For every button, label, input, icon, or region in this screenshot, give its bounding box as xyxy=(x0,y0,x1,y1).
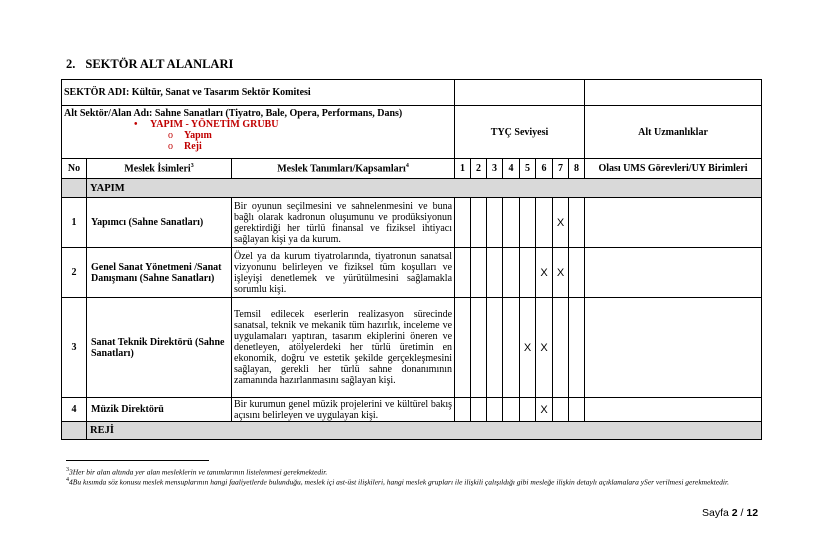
header-level-1: 1 xyxy=(455,159,471,179)
level-cell xyxy=(503,298,520,398)
row-desc: Özel ya da kurum tiyatrolarında, tiyatronun sanatsal vizyonunu belirleyen ve fiziksel tüm koşulları ve işleyişi denetlemek ve yürütülmesini sağlamakla sorumlu kişi. xyxy=(232,248,455,298)
level-cell xyxy=(503,248,520,298)
ums-cell xyxy=(585,298,762,398)
sub-item-yapim xyxy=(168,130,452,141)
section-number: 2. xyxy=(66,57,76,71)
level-cell: X xyxy=(536,248,553,298)
header-level-8: 8 xyxy=(569,159,585,179)
level-cell: X xyxy=(536,398,553,422)
section-row-yapim xyxy=(62,179,762,198)
section-label-reji: REJİ xyxy=(87,422,762,440)
row-no: 4 xyxy=(62,398,87,422)
page-separator: / xyxy=(737,507,747,519)
header-ums xyxy=(585,159,762,179)
sector-row xyxy=(62,80,762,106)
level-cell xyxy=(487,198,503,248)
header-level-6: 6 xyxy=(536,159,553,179)
table-row xyxy=(62,398,762,422)
level-cell xyxy=(455,398,471,422)
row-desc: Bir oyunun seçilmesini ve sahnelenmesini ve buna bağlı olarak kadronun oluşumunu ve prodüksiyonun gerektirdiği her türlü finansal ve fiziksel ihtiyacı sağlayan kişi ya da kurum. xyxy=(232,198,455,248)
level-cell xyxy=(503,398,520,422)
header-ums-label: Olası UMS Görevleri/UY Birimleri xyxy=(598,163,748,174)
level-cell xyxy=(487,398,503,422)
row-no: 2 xyxy=(62,248,87,298)
header-no-label: No xyxy=(67,163,81,174)
section-heading xyxy=(66,57,233,72)
table-row xyxy=(62,198,762,248)
header-level-4: 4 xyxy=(503,159,520,179)
sector-empty-ums xyxy=(585,80,762,106)
level-cell: X xyxy=(520,298,536,398)
level-cell xyxy=(553,398,569,422)
sub-item-list xyxy=(168,130,452,152)
group-list xyxy=(134,119,452,130)
level-cell: X xyxy=(536,298,553,398)
subsector-name: Alt Sektör/Alan Adı: Sahne Sanatları (Tiyatro, Bale, Opera, Performans, Dans) xyxy=(64,108,403,119)
level-cell xyxy=(487,298,503,398)
bullet-icon: • xyxy=(134,119,138,130)
circle-bullet-icon: o xyxy=(168,141,173,152)
level-cell xyxy=(471,298,487,398)
row-no: 3 xyxy=(62,298,87,398)
footnote-text: 3Her bir alan altında yer alan mesleklerin ve tanımlarının listelenmesi gerekmektedir. xyxy=(69,467,328,477)
level-cell xyxy=(520,398,536,422)
header-meslek-label: Meslek İsimleri xyxy=(124,163,191,175)
level-cell xyxy=(471,198,487,248)
level-cell xyxy=(569,198,585,248)
sector-empty-levels xyxy=(455,80,585,106)
level-cell xyxy=(520,248,536,298)
header-level-7: 7 xyxy=(553,159,569,179)
ums-cell xyxy=(585,248,762,298)
level-cell xyxy=(455,198,471,248)
sub-item-label: Reji xyxy=(184,141,202,152)
level-cell xyxy=(503,198,520,248)
sector-name: SEKTÖR ADI: Kültür, Sanat ve Tasarım Sektör Komitesi xyxy=(64,87,311,98)
header-level-3: 3 xyxy=(487,159,503,179)
header-tanim-label: Meslek Tanımları/Kapsamları xyxy=(277,163,406,175)
level-cell xyxy=(471,248,487,298)
footnote-marker: 4 xyxy=(66,477,69,483)
table-row xyxy=(62,298,762,398)
tyc-level-header xyxy=(455,106,585,159)
subsector-row xyxy=(62,106,762,159)
row-name: Genel Sanat Yönetmeni /Sanat Danışmanı (Sahne Sanatları) xyxy=(87,248,232,298)
level-cell xyxy=(455,248,471,298)
sector-table xyxy=(61,79,762,440)
alt-uzmanlik-header xyxy=(585,106,762,159)
footnote-text: 4Bu kısımda söz konusu meslek mensuplarının hangi faaliyetlerde bulunduğu, meslek içi ast-üst ilişkileri, hangi meslek grupları ile ilişkili çalışıldığı gibi mesleğe ilişkin detaylı açıklamalara ySer verilmesi gerekmektedir. xyxy=(69,477,729,487)
row-name: Yapımcı (Sahne Sanatları) xyxy=(87,198,232,248)
section-row-reji xyxy=(62,422,762,440)
level-cell xyxy=(569,298,585,398)
ums-cell xyxy=(585,398,762,422)
page-current: 2 xyxy=(731,507,738,519)
page-number xyxy=(702,507,758,519)
group-label: YAPIM - YÖNETİM GRUBU xyxy=(150,119,279,130)
footnote-3 xyxy=(66,466,756,477)
level-cell: X xyxy=(553,198,569,248)
sub-item-reji xyxy=(168,141,452,152)
subsector-cell xyxy=(62,106,455,159)
row-desc: Bir kurumun genel müzik projelerini ve kültürel bakış açısını belirleyen ve uygulayan kişi. xyxy=(232,398,455,422)
level-cell xyxy=(553,298,569,398)
level-cell xyxy=(471,398,487,422)
section-label-yapim: YAPIM xyxy=(87,179,762,198)
level-cell xyxy=(455,298,471,398)
header-no xyxy=(62,159,87,179)
footnote-ref: 4 xyxy=(405,162,409,169)
tyc-label: TYÇ Seviyesi xyxy=(490,126,549,138)
page-total: 12 xyxy=(746,507,759,519)
section-title: SEKTÖR ALT ALANLARI xyxy=(85,57,234,71)
level-cell xyxy=(569,398,585,422)
header-tanim xyxy=(232,159,455,179)
group-item xyxy=(134,119,452,130)
level-cell: X xyxy=(553,248,569,298)
sub-item-label: Yapım xyxy=(184,130,212,141)
section-spacer xyxy=(62,179,87,198)
sector-name-cell xyxy=(62,80,455,106)
row-desc: Temsil edilecek eserlerin realizasyon sürecinde sanatsal, teknik ve mekanik tüm hazırlık, inceleme ve uygulamaları yaptıran, tasarım ekiplerini öneren ve denetleyen, atölyelerdeki her türlü üretimin en ekonomik, doğru ve estetik şekilde gerçekleşmesini sağlayan, gerekli her türlü sahne donanımının zamanında hazırlanmasını sağlayan kişi. xyxy=(232,298,455,398)
footnote-4 xyxy=(66,476,756,487)
table-row xyxy=(62,248,762,298)
footnote-ref: 3 xyxy=(190,162,194,169)
row-name: Sanat Teknik Direktörü (Sahne Sanatları) xyxy=(87,298,232,398)
circle-bullet-icon: o xyxy=(168,130,173,141)
level-cell xyxy=(487,248,503,298)
footnote-divider xyxy=(66,460,209,461)
row-no: 1 xyxy=(62,198,87,248)
row-name: Müzik Direktörü xyxy=(87,398,232,422)
level-cell xyxy=(520,198,536,248)
page-prefix: Sayfa xyxy=(702,507,732,519)
header-meslek xyxy=(87,159,232,179)
header-level-2: 2 xyxy=(471,159,487,179)
footnote-marker: 3 xyxy=(66,467,69,473)
alt-uzman-label: Alt Uzmanlıklar xyxy=(638,126,708,138)
level-cell xyxy=(569,248,585,298)
section-spacer xyxy=(62,422,87,440)
level-cell xyxy=(536,198,553,248)
ums-cell xyxy=(585,198,762,248)
column-header-row xyxy=(62,159,762,179)
header-level-5: 5 xyxy=(520,159,536,179)
